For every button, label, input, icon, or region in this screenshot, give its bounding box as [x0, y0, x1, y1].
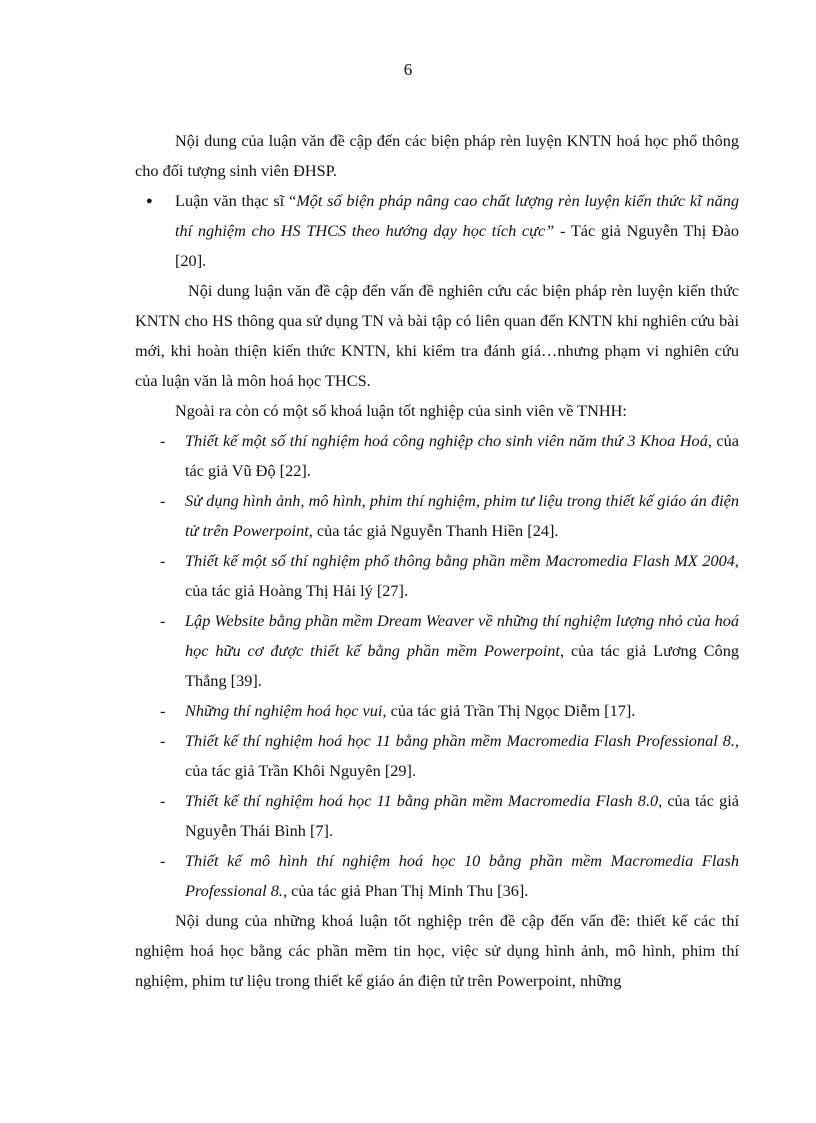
dash-icon: -: [160, 491, 166, 510]
list-item: [135, 846, 739, 906]
item-author: , của tác giả Trần Thị Ngọc Diễm [17].: [382, 701, 636, 720]
item-title: Thiết kế mô hình thí nghiệm hoá học 10 bằng phần mềm Macromedia Flash Professional 8.,: [185, 851, 739, 900]
bullet-icon: ●: [146, 195, 153, 207]
item-author: , của tác giả Nguyễn Thanh Hiền [24].: [308, 521, 559, 540]
page-number: 6: [403, 60, 413, 79]
list-item: [135, 786, 739, 846]
paragraph-2: Nội dung luận văn đề cập đến vấn đề nghiên cứu các biện pháp rèn luyện kiến thức KNTN cho HS thông qua sử dụng TN và bài tập có liên quan đến KNTN khi nghiên cứu bài mới, khi hoàn thiện kiến thức KNTN, khi kiểm tra đánh giá…nhưng phạm vi nghiên cứu của luận văn là môn hoá học THCS.: [135, 281, 739, 390]
list-item: [135, 726, 739, 786]
dash-icon: -: [160, 701, 166, 720]
item-title: Những thí nghiệm hoá học vui: [185, 701, 383, 720]
item-author: , của tác giả Vũ Độ [22].: [185, 431, 739, 480]
list-item: [135, 696, 739, 726]
item-author: của tác giả Phan Thị Minh Thu [36].: [287, 881, 529, 900]
dash-icon: -: [160, 551, 166, 570]
item-title: Thiết kế thí nghiệm hoá học 11 bằng phần mềm Macromedia Flash 8.0,: [185, 791, 663, 810]
item-author: , của tác giả Lương Công Thắng [39].: [185, 641, 740, 690]
dash-icon: -: [160, 851, 166, 870]
bullet-title: Một số biện pháp nâng cao chất lượng rèn luyện kiến thức kĩ năng thí nghiệm cho HS THCS theo hướng dạy học tích cực”: [175, 191, 739, 240]
item-title: Thiết kế một số thí nghiệm hoá công nghiệp cho sinh viên năm thứ 3 Khoa Hoá: [185, 431, 708, 450]
item-title: Sử dụng hình ảnh, mô hình, phim thí nghiệm, phim tư liệu trong thiết kế giáo án điện tử trên Powerpoint: [185, 491, 739, 540]
list-item: [135, 426, 739, 486]
dash-icon: -: [160, 611, 166, 630]
list-item: [135, 546, 739, 606]
document-body: [135, 126, 739, 996]
paragraph-4: Nội dung của những khoá luận tốt nghiệp trên đề cập đến vấn đề: thiết kế các thí nghiệm hoá học bằng các phần mềm tin học, việc sử dụng hình ảnh, mô hình, phim thí nghiệm, phim tư liệu trong thiết kế giáo án điện tử trên Powerpoint, những: [135, 911, 739, 990]
bullet-item: [135, 186, 739, 276]
thesis-list: [135, 426, 739, 906]
dash-icon: -: [160, 731, 166, 750]
item-title: Lập Website bằng phần mềm Dream Weaver về những thí nghiệm lượng nhỏ của hoá học hữu cơ được thiết kế bằng phần mềm Powerpoint: [185, 611, 739, 660]
item-title: Thiết kế thí nghiệm hoá học 11 bằng phần mềm Macromedia Flash Professional 8.,: [185, 731, 739, 750]
item-author: của tác giả Trần Khôi Nguyên [29].: [185, 761, 417, 780]
paragraph-1: Nội dung của luận văn đề cập đến các biện pháp rèn luyện KNTN hoá học phổ thông cho đối tượng sinh viên ĐHSP.: [135, 131, 739, 180]
dash-icon: -: [160, 431, 166, 450]
list-item: [135, 486, 739, 546]
list-item: [135, 606, 739, 696]
paragraph-3: Ngoài ra còn có một số khoá luận tốt nghiệp của sinh viên về TNHH:: [175, 401, 627, 420]
item-author: của tác giả Nguyễn Thái Bình [7].: [185, 791, 739, 840]
bullet-prefix: Luận văn thạc sĩ “: [175, 191, 297, 210]
item-author: , của tác giả Hoàng Thị Hải lý [27].: [185, 551, 739, 600]
item-title: Thiết kế một số thí nghiệm phổ thông bằng phần mềm Macromedia Flash MX 2004: [185, 551, 735, 570]
bullet-suffix: - Tác giả Nguyễn Thị Đào [20].: [175, 221, 739, 270]
dash-icon: -: [160, 791, 166, 810]
